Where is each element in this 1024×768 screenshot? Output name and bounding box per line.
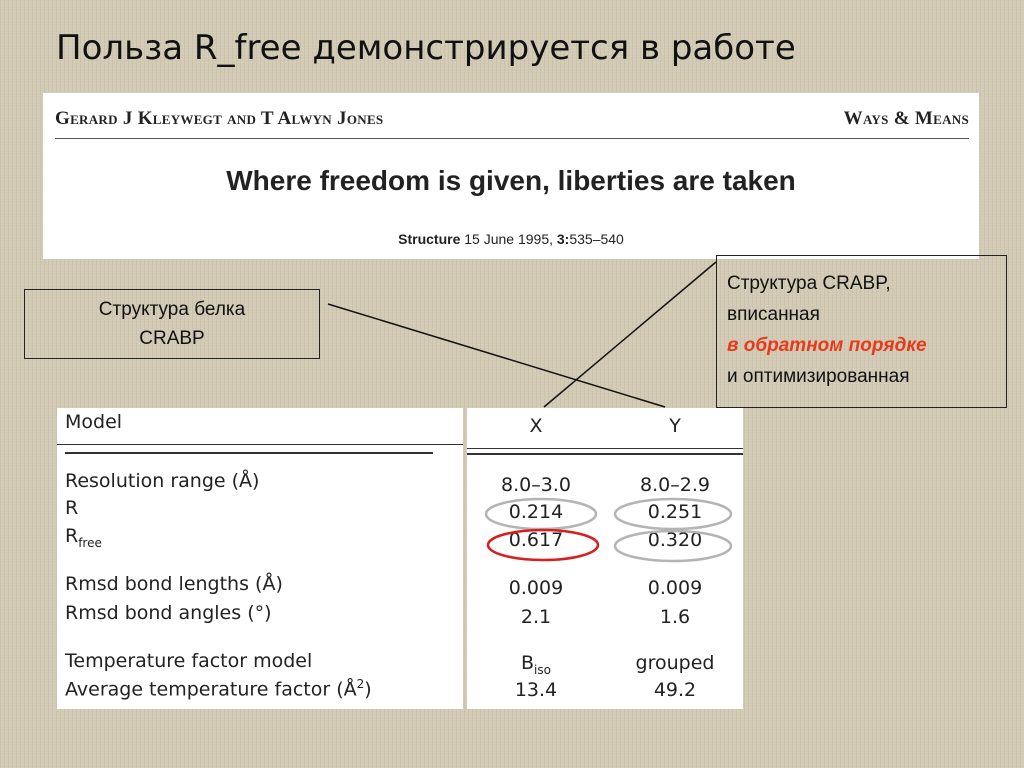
paper-authors: Gerard J Kleywegt and T Alwyn Jones — [55, 108, 384, 129]
highlight-ellipse-rfree-x — [488, 530, 598, 560]
connector-line-to-x — [544, 262, 716, 407]
value-y-avg-temp: 49.2 — [653, 679, 697, 701]
publication-date: 15 June 1995, — [464, 231, 553, 247]
value-x-rmsd-lengths: 0.009 — [508, 577, 564, 599]
callout-right-line1: Структура CRABP, — [727, 273, 891, 294]
value-x-rfree: 0.617 — [508, 529, 564, 551]
journal-volume: 3: — [556, 231, 570, 247]
value-y-r: 0.251 — [647, 501, 703, 523]
row-label-r: R — [65, 497, 79, 519]
journal-name: Structure — [398, 231, 461, 247]
callout-left-line1: Структура белка — [98, 299, 246, 320]
value-x-rmsd-angles: 2.1 — [520, 606, 552, 628]
callout-right-emphasis: в обратном порядке — [727, 335, 927, 356]
row-label-resolution: Resolution range (Å) — [65, 470, 260, 492]
connector-line-to-y — [328, 304, 665, 407]
column-header-y: Y — [669, 415, 681, 437]
value-y-rfree: 0.320 — [647, 529, 703, 551]
row-label-temp-model: Temperature factor model — [65, 650, 313, 672]
slide-title: Польза R_free демонстрируется в работе — [56, 28, 796, 68]
avg-temp-label-main: Average temperature factor (Å — [65, 678, 357, 701]
table-header-model: Model — [65, 411, 123, 433]
row-label-rmsd-lengths: Rmsd bond lengths (Å) — [65, 573, 283, 595]
journal-pages: 535–540 — [569, 231, 624, 247]
value-y-temp-model: grouped — [635, 652, 715, 674]
value-x-avg-temp: 13.4 — [514, 679, 558, 701]
avg-temp-label-end: ) — [364, 678, 372, 701]
paper-title: Where freedom is given, liberties are taken — [226, 165, 796, 196]
rfree-label-main: R — [65, 525, 79, 547]
highlight-ellipse-r-y — [615, 499, 731, 529]
rfree-label-sub: free — [78, 535, 102, 550]
value-y-rmsd-lengths: 0.009 — [647, 577, 703, 599]
paper-section: Ways & Means — [843, 108, 969, 129]
biso-sub: iso — [534, 662, 551, 677]
value-y-resolution: 8.0–2.9 — [640, 474, 710, 496]
value-x-r: 0.214 — [508, 501, 564, 523]
value-y-rmsd-angles: 1.6 — [659, 606, 691, 628]
highlight-ellipse-rfree-y — [615, 531, 731, 561]
value-x-resolution: 8.0–3.0 — [501, 474, 571, 496]
highlight-ellipse-r-x — [486, 499, 596, 529]
callout-left-line2: CRABP — [139, 328, 205, 349]
callout-right-line2: вписанная — [727, 304, 820, 325]
column-header-x: X — [529, 415, 543, 437]
biso-main: B — [521, 652, 535, 674]
avg-temp-label-sup: 2 — [356, 677, 365, 691]
row-label-rmsd-angles: Rmsd bond angles (°) — [65, 602, 272, 624]
callout-right-line4: и оптимизированная — [727, 366, 910, 387]
